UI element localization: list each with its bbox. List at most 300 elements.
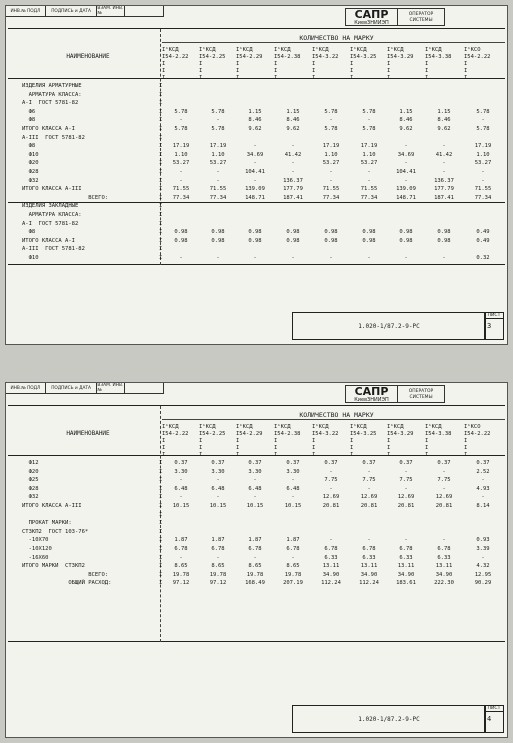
column-header-rule: I — [236, 68, 240, 74]
cell-value: 10.15 — [172, 503, 190, 509]
column-header-rule: I — [199, 438, 203, 444]
cell-value: 6.48 — [211, 485, 225, 492]
cell-value: 2.52 — [476, 468, 490, 475]
cell-value: 183.61 — [396, 580, 416, 587]
cell-value: 0.98 — [437, 229, 451, 236]
cell-value: 10.15 — [246, 503, 264, 509]
row-label: -10Х70 — [22, 537, 49, 544]
cell-value: - — [481, 169, 485, 175]
cell-value: - — [253, 494, 257, 501]
cell-value: 8.65 — [174, 563, 188, 570]
cell-value: 9.62 — [437, 126, 451, 132]
row-label: ИТОГО МАРКИ СТ3КП2 — [22, 563, 85, 570]
cell-value: 4.32 — [476, 563, 490, 570]
row-label: ИТОГО КЛАССА А-III — [22, 503, 82, 509]
column-header-rule: I — [274, 75, 278, 81]
row-label: Ф28 — [22, 169, 39, 175]
cell-value: 6.33 — [362, 554, 376, 561]
approval-stamp — [6, 6, 164, 17]
row-rule: I — [159, 100, 163, 107]
column-header-rule: I — [274, 61, 278, 67]
column-header-5 — [312, 424, 350, 459]
quantity-header: КОЛИЧЕСТВО НА МАРКУ — [299, 411, 374, 419]
row-rule: I — [159, 528, 163, 535]
cell-value: 0.49 — [476, 229, 490, 236]
row-rule: I — [159, 494, 163, 501]
column-header-mark: I¹КСД — [162, 424, 179, 430]
cell-value: 53.27 — [209, 160, 227, 167]
cell-value: 0.98 — [248, 229, 262, 236]
cell-value: - — [179, 169, 183, 175]
column-header-rule: I — [387, 445, 391, 451]
column-header-rule: I — [387, 75, 391, 81]
cell-value: 0.98 — [211, 237, 225, 244]
cell-value: 9.62 — [399, 126, 413, 132]
cell-value: - — [404, 468, 408, 475]
cell-value: 6.33 — [399, 554, 413, 561]
column-header-mark: I¹КСД — [236, 424, 253, 430]
table-row — [8, 580, 505, 587]
cell-value: 77.34 — [172, 194, 190, 201]
cell-value: 5.78 — [362, 108, 376, 115]
column-header-rule: I — [464, 75, 468, 81]
cell-value: 20.81 — [397, 503, 415, 509]
cell-value: 34.69 — [397, 151, 415, 158]
cell-value: 0.98 — [174, 237, 188, 244]
table-row — [8, 143, 505, 150]
cell-value: 0.37 — [324, 460, 338, 466]
row-label: Ф10 — [22, 151, 39, 158]
cell-value: 0.98 — [437, 237, 451, 244]
cell-value: 187.41 — [283, 194, 303, 201]
cell-value: - — [216, 169, 220, 175]
column-header-rule: I — [199, 445, 203, 451]
cell-value: 13.11 — [322, 563, 340, 570]
sheet-page-4 — [5, 382, 508, 738]
cell-value: - — [179, 494, 183, 501]
column-header-mark: I¹КСД — [312, 424, 329, 430]
cell-value: - — [404, 485, 408, 492]
column-header-rule: I — [199, 61, 203, 67]
cell-value: - — [291, 554, 295, 561]
row-rule: I — [159, 468, 163, 475]
column-header-rule: I — [236, 438, 240, 444]
column-header-code: I54-2.38 — [274, 54, 301, 60]
stamp-cell — [125, 383, 163, 393]
row-label: Ф6 — [22, 108, 36, 115]
column-header-mark: I¹КСД — [350, 424, 367, 430]
cell-value: 90.29 — [474, 580, 492, 587]
column-name-header: НАИМЕНОВАНИЕ — [66, 430, 110, 437]
cell-value: 13.11 — [435, 563, 453, 570]
stamp-cell — [125, 6, 163, 16]
cell-value: 6.33 — [324, 554, 338, 561]
column-header-mark: I¹КСД — [312, 47, 329, 53]
row-label: Ф12 — [22, 460, 39, 466]
sheet-page-3 — [5, 5, 508, 345]
row-rule: I — [159, 91, 163, 98]
sapr-logo — [345, 385, 445, 403]
row-rule: I — [159, 537, 163, 544]
table-row — [8, 195, 505, 202]
cell-value: 34.90 — [322, 571, 340, 578]
column-header-rule: I — [162, 452, 166, 458]
stamp-cell: ВЗАМ. ИНВ.№ — [97, 6, 124, 16]
column-header-rule: I — [387, 452, 391, 458]
cell-value: - — [253, 160, 257, 167]
table-row — [8, 460, 505, 467]
cell-value: 104.41 — [396, 169, 416, 175]
stamp-cell: ВЗАМ. ИНВ.№ — [97, 383, 124, 393]
row-rule: I — [159, 460, 163, 466]
table-row — [8, 92, 505, 99]
cell-value: 0.37 — [362, 460, 376, 466]
row-rule: I — [159, 134, 163, 141]
cell-value: 6.78 — [399, 546, 413, 552]
cell-value: 71.55 — [172, 186, 190, 193]
cell-value: 12.95 — [474, 571, 492, 578]
cell-value: 5.78 — [211, 108, 225, 115]
cell-value: - — [291, 494, 295, 501]
row-rule: I — [159, 126, 163, 132]
column-header-rule: I — [199, 452, 203, 458]
column-header-5 — [312, 47, 350, 82]
stamp-cell: ПОДПИСЬ и ДАТА — [46, 6, 98, 16]
cell-value: 5.78 — [174, 108, 188, 115]
column-header-rule: I — [162, 75, 166, 81]
row-rule: I — [159, 237, 163, 244]
column-header-code: I54-2.29 — [236, 54, 263, 60]
table-row — [8, 512, 505, 519]
table-row — [8, 109, 505, 116]
cell-value: 112.24 — [359, 580, 379, 587]
row-rule: I — [159, 203, 163, 210]
cell-value: 77.34 — [322, 194, 340, 201]
cell-value: 3.30 — [286, 468, 300, 475]
column-header-rule: I — [162, 68, 166, 74]
column-name-header: НАИМЕНОВАНИЕ — [66, 53, 110, 60]
cell-value: 3.30 — [174, 468, 188, 475]
cell-value: 7.75 — [362, 477, 376, 484]
cell-value: 1.87 — [211, 537, 225, 544]
cell-value: 112.24 — [321, 580, 341, 587]
logo-main: САПР — [354, 385, 389, 398]
cell-value: 5.78 — [324, 108, 338, 115]
cell-value: 1.15 — [399, 108, 413, 115]
table-row — [8, 563, 505, 570]
stamp-cell: ПОДПИСЬ и ДАТА — [46, 383, 98, 393]
cell-value: 136.37 — [434, 177, 454, 184]
cell-value: 6.78 — [174, 546, 188, 552]
cell-value: - — [179, 117, 183, 124]
column-header-rule: I — [274, 438, 278, 444]
row-rule: I — [159, 212, 163, 218]
column-header-code: I54-3.22 — [312, 431, 339, 437]
column-header-rule: I — [162, 61, 166, 67]
quantity-table — [8, 28, 505, 265]
row-label: Ф8 — [22, 143, 36, 150]
cell-value: 19.78 — [172, 571, 190, 578]
row-label: ИТОГО КЛАССА А-I — [22, 126, 75, 132]
cell-value: 6.78 — [437, 546, 451, 552]
cell-value: 177.79 — [283, 186, 303, 193]
cell-value: 207.19 — [283, 580, 303, 587]
cell-value: 20.81 — [360, 503, 378, 509]
column-header-rule: I — [387, 68, 391, 74]
cell-value: 53.27 — [322, 160, 340, 167]
cell-value: 77.34 — [209, 194, 227, 201]
row-rule: I — [159, 520, 163, 527]
cell-value: 8.46 — [437, 117, 451, 124]
row-rule: I — [159, 546, 163, 552]
column-header-7 — [387, 424, 425, 459]
column-header-code: I54-2.25 — [199, 431, 226, 437]
cell-value: 8.14 — [476, 503, 490, 509]
row-label: ВСЕГО: — [22, 571, 109, 578]
cell-value: - — [329, 255, 333, 261]
cell-value: 6.78 — [211, 546, 225, 552]
column-header-code: I54-3.29 — [387, 54, 414, 60]
column-header-code: I54-3.38 — [425, 431, 452, 437]
row-label: А-III ГОСТ 5781-82 — [22, 134, 85, 141]
column-header-6 — [350, 47, 388, 82]
cell-value: 5.78 — [174, 126, 188, 132]
column-header-rule: I — [350, 68, 354, 74]
cell-value: - — [481, 177, 485, 184]
table-row — [8, 126, 505, 133]
cell-value: - — [291, 255, 295, 261]
cell-value: 53.27 — [172, 160, 190, 167]
cell-value: - — [367, 485, 371, 492]
row-rule: I — [159, 571, 163, 578]
row-rule: I — [159, 177, 163, 184]
row-label: ПРОКАТ МАРКИ: — [22, 520, 72, 527]
sheet-number-box — [484, 312, 504, 340]
cell-value: 3.39 — [476, 546, 490, 552]
cell-value: - — [329, 169, 333, 175]
cell-value: - — [367, 169, 371, 175]
cell-value: 6.78 — [362, 546, 376, 552]
column-header-rule: I — [312, 438, 316, 444]
cell-value: - — [367, 255, 371, 261]
row-label: АРМАТУРА КЛАССА: — [22, 91, 82, 98]
cell-value: 0.37 — [476, 460, 490, 466]
column-header-code: I54-2.29 — [236, 431, 263, 437]
list-label: ЛИСТ — [487, 313, 501, 318]
cell-value: 0.32 — [476, 255, 490, 261]
cell-value: 34.69 — [246, 151, 264, 158]
table-row — [8, 555, 505, 562]
cell-value: 12.69 — [360, 494, 378, 501]
cell-value: 5.78 — [476, 108, 490, 115]
column-header-code: I54-2.22 — [464, 431, 491, 437]
cell-value: 8.46 — [399, 117, 413, 124]
cell-value: - — [404, 177, 408, 184]
cell-value: 0.98 — [362, 237, 376, 244]
cell-value: - — [216, 494, 220, 501]
cell-value: - — [442, 255, 446, 261]
cell-value: 1.15 — [248, 108, 262, 115]
column-header-3 — [236, 424, 274, 459]
cell-value: 0.98 — [211, 229, 225, 236]
column-header-mark: I¹КСД — [274, 47, 291, 53]
cell-value: 8.65 — [286, 563, 300, 570]
row-label: Ф32 — [22, 494, 39, 501]
cell-value: - — [179, 477, 183, 484]
table-row — [8, 537, 505, 544]
title-block-code: 1.020-1/87.2-9-РС — [292, 312, 486, 340]
cell-value: 8.65 — [211, 563, 225, 570]
cell-value: 17.19 — [209, 143, 227, 150]
cell-value: - — [442, 143, 446, 150]
cell-value: - — [442, 468, 446, 475]
cell-value: 8.46 — [286, 117, 300, 124]
column-header-rule: I — [236, 61, 240, 67]
list-label: ЛИСТ — [487, 706, 501, 711]
cell-value: 6.78 — [324, 546, 338, 552]
cell-value: 41.42 — [435, 151, 453, 158]
column-header-rule: I — [350, 438, 354, 444]
cell-value: 13.11 — [397, 563, 415, 570]
cell-value: 0.98 — [362, 229, 376, 236]
column-header-1 — [162, 47, 200, 82]
row-label: ИТОГО КЛАССА А-I — [22, 237, 75, 244]
cell-value: 148.71 — [396, 194, 416, 201]
row-label: ОБЩИЙ РАСХОД: — [22, 580, 112, 587]
column-header-rule: I — [236, 452, 240, 458]
table-row — [8, 477, 505, 484]
quantity-header: КОЛИЧЕСТВО НА МАРКУ — [299, 34, 374, 42]
logo-main: САПР — [354, 8, 389, 21]
column-header-rule: I — [350, 452, 354, 458]
column-header-rule: I — [199, 75, 203, 81]
row-label: СТ3КП2 ГОСТ 103-76* — [22, 528, 89, 535]
column-header-mark: I¹КСД — [236, 47, 253, 53]
cell-value: 71.55 — [360, 186, 378, 193]
cell-value: 10.15 — [209, 503, 227, 509]
column-header-9 — [464, 47, 502, 82]
column-header-rule: I — [425, 438, 429, 444]
cell-value: - — [253, 477, 257, 484]
table-row — [8, 83, 505, 90]
stamp-cell: ИНВ.№ ПОДЛ — [6, 6, 46, 16]
column-header-mark: I¹КСД — [387, 424, 404, 430]
cell-value: 12.69 — [397, 494, 415, 501]
cell-value: 187.41 — [434, 194, 454, 201]
cell-value: 71.55 — [474, 186, 492, 193]
cell-value: 34.90 — [435, 571, 453, 578]
cell-value: 1.10 — [362, 151, 376, 158]
cell-value: 9.62 — [286, 126, 300, 132]
cell-value: - — [291, 143, 295, 150]
table-row — [8, 255, 505, 262]
cell-value: 34.90 — [397, 571, 415, 578]
column-header-rule: I — [464, 445, 468, 451]
column-header-code: I54-3.25 — [350, 431, 377, 437]
column-header-rule: I — [425, 75, 429, 81]
cell-value: 19.78 — [246, 571, 264, 578]
table-row — [8, 546, 505, 553]
column-header-rule: I — [312, 61, 316, 67]
column-header-rule: I — [387, 438, 391, 444]
cell-value: - — [291, 477, 295, 484]
cell-value: 0.37 — [437, 460, 451, 466]
column-header-mark: I¹КСД — [425, 424, 442, 430]
cell-value: 17.19 — [360, 143, 378, 150]
cell-value: - — [329, 177, 333, 184]
cell-value: 5.78 — [362, 126, 376, 132]
table-row — [8, 529, 505, 536]
cell-value: 71.55 — [322, 186, 340, 193]
column-header-9 — [464, 424, 502, 459]
table-row — [8, 238, 505, 245]
cell-value: 0.49 — [476, 237, 490, 244]
row-label: Ф8 — [22, 117, 36, 124]
cell-value: - — [367, 177, 371, 184]
table-row — [8, 520, 505, 527]
cell-value: 6.48 — [174, 485, 188, 492]
cell-value: 1.87 — [286, 537, 300, 544]
row-label: -16Х60 — [22, 554, 49, 561]
column-header-rule: I — [425, 61, 429, 67]
column-header-6 — [350, 424, 388, 459]
cell-value: - — [179, 554, 183, 561]
stamp-cell: ИНВ.№ ПОДЛ — [6, 383, 46, 393]
cell-value: - — [404, 143, 408, 150]
logo-sub: КиевЗНИИЭП — [354, 20, 389, 26]
cell-value: 1.10 — [476, 151, 490, 158]
cell-value: 12.69 — [322, 494, 340, 501]
cell-value: - — [179, 255, 183, 261]
cell-value: 0.98 — [399, 229, 413, 236]
cell-value: 139.09 — [396, 186, 416, 193]
column-header-code: I54-2.22 — [162, 431, 189, 437]
list-number: 3 — [485, 318, 503, 333]
cell-value: 13.11 — [360, 563, 378, 570]
cell-value: 3.30 — [211, 468, 225, 475]
row-label: Ф20 — [22, 160, 39, 167]
cell-value: - — [404, 255, 408, 261]
cell-value: - — [253, 554, 257, 561]
row-rule: I — [159, 169, 163, 175]
cell-value: 222.30 — [434, 580, 454, 587]
cell-value: - — [481, 494, 485, 501]
cell-value: 0.37 — [286, 460, 300, 466]
column-header-3 — [236, 47, 274, 82]
cell-value: 53.27 — [474, 160, 492, 167]
cell-value: 12.69 — [435, 494, 453, 501]
column-header-rule: I — [464, 68, 468, 74]
column-header-code: I54-3.29 — [387, 431, 414, 437]
row-label: А-III ГОСТ 5781-82 — [22, 246, 85, 253]
column-header-rule: I — [350, 61, 354, 67]
cell-value: 97.12 — [172, 580, 190, 587]
column-header-rule: I — [464, 452, 468, 458]
table-row — [8, 186, 505, 193]
cell-value: - — [329, 117, 333, 124]
cell-value: 17.19 — [474, 143, 492, 150]
cell-value: 0.98 — [324, 237, 338, 244]
cell-value: 136.37 — [283, 177, 303, 184]
cell-value: 177.79 — [434, 186, 454, 193]
cell-value: - — [216, 554, 220, 561]
cell-value: - — [481, 117, 485, 124]
sheet-number-box — [484, 705, 504, 733]
cell-value: 0.98 — [174, 229, 188, 236]
column-header-mark: I¹КСД — [199, 424, 216, 430]
cell-value: 5.78 — [476, 126, 490, 132]
column-header-2 — [199, 424, 237, 459]
